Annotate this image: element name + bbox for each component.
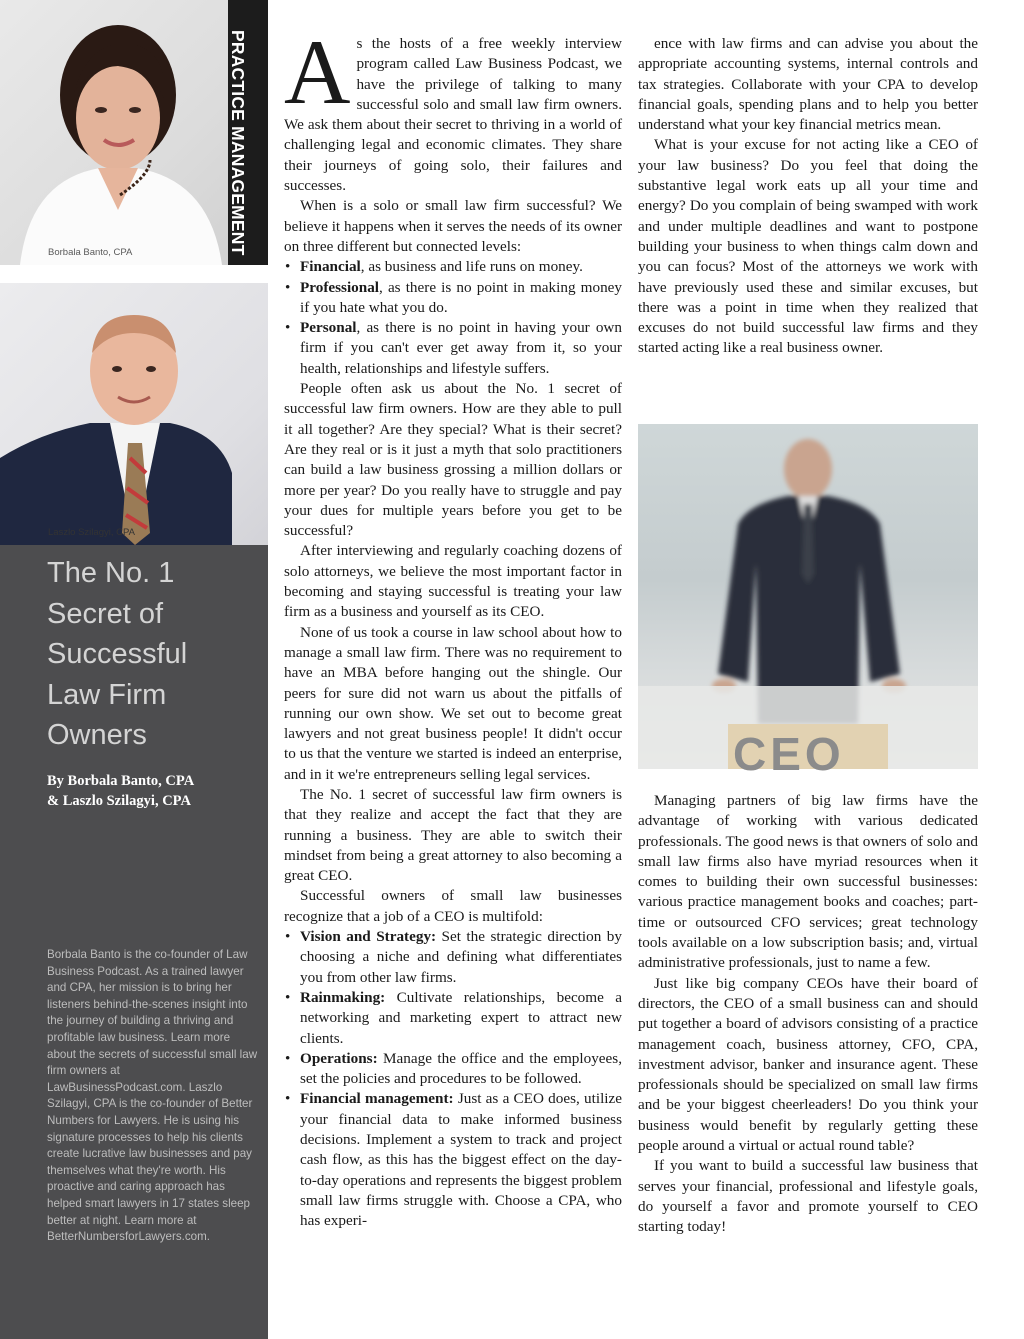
ceo-nameplate-text: CEO (733, 728, 845, 780)
list-item (284, 988, 622, 1049)
body-paragraph: What is your excuse for not acting like a CEO of your law business? Do you feel that doing the substantive legal work eats up all your time and energy? Do you complain of being swamped with work and under multiple deadlines and want to postpone building your business to when things calm down and you can focus? Most of the attorneys we work with have previously used these and similar excuses, but there was a point in time when they realized that excuses do not build successful law firms and they started acting like a real business owner. (638, 136, 978, 357)
man-portrait-image (0, 283, 268, 545)
list-term: Rainmaking: (300, 988, 386, 1006)
drop-cap: A (284, 21, 351, 123)
list-text: Manage the office and the employees, set the policies and procedures to be followed. (300, 1049, 622, 1088)
body-paragraph: Just like big company CEOs have their board of directors, the CEO of a small business can and should put together a board of advisors consisting of a practice management coach, business attorney, CFO, CPA, investment advisor, banker and insurance agent. These professionals should be specialized on small law firms and be your biggest cheerleaders! Do you think your business would benefit by regularly getting these people around a virtual or actual round table? (638, 974, 978, 1155)
title-line: Owners (47, 719, 147, 751)
list-term: Professional (300, 278, 380, 296)
roles-list (284, 927, 622, 1231)
list-item (284, 278, 622, 319)
author-photo-caption: Laszlo Szilagyi, CPA (48, 527, 135, 538)
list-item (284, 927, 622, 988)
title-line: The No. 1 (47, 557, 175, 589)
list-text: , as there is no point in making money if you hate what you do. (300, 278, 622, 316)
title-line: Secret of (47, 597, 164, 630)
title-line: Successful (47, 638, 188, 670)
sidebar-panel (0, 0, 268, 1339)
byline (47, 771, 257, 811)
levels-list (284, 257, 622, 379)
author-photo-laszlo (0, 283, 268, 545)
article-title (47, 553, 257, 756)
body-paragraph: People often ask us about the No. 1 secret of successful law firm owners. How are they able to pull it all together? Are they special? What is their secret? Are they real or is it just a myth that solo practitioners can build a law business grossing a million dollars or more per year? Do you really have to struggle and pay your dues for multiple years before you get to be successful? (284, 380, 622, 540)
list-term: Operations: (300, 1049, 378, 1067)
intro-text: s the hosts of a free weekly interview program called Law Business Podcast, we have the privilege of talking to many successful solo and small law firm owners. We ask them about their secret to thriving in a world of challenging legal and economic climates. They share their journeys of going solo, their failures and successes. (284, 35, 622, 195)
businessman-at-desk-image (638, 424, 978, 769)
intro-paragraph (284, 21, 622, 196)
list-item (284, 257, 622, 277)
article-column-2 (638, 34, 978, 359)
byline-line: & Laszlo Szilagyi, CPA (47, 793, 191, 809)
list-text: Set the strategic direction by choosing a niche and defining what differentiates you from other law firms. (300, 928, 622, 986)
body-paragraph: After interviewing and regularly coaching dozens of solo attorneys, we believe the most important factor in becoming and staying successful is treating your law firm as a business and yourself as its CEO. (284, 542, 622, 621)
body-paragraph: Managing partners of big law firms have the advantage of working with various dedicated professionals. The good news is that owners of solo and small law firms also have myriad resources when it comes to building their own successful businesses: various practice management books and coaches; part-time or outsourced CFO services; great technology tools available on a low subscription basis; and, virtual administrative professionals, just to name a few. (638, 792, 978, 972)
list-item (284, 1049, 622, 1090)
photo-divider (0, 265, 268, 283)
body-paragraph: When is a solo or small law firm successful? We believe it happens when it serves the needs of its owner on three different but connected levels: (284, 197, 622, 255)
list-text: , as there is no point in having your own firm if you can't ever get away from it, so your health, relationships and lifestyle suffers. (300, 319, 622, 377)
body-paragraph: ence with law firms and can advise you about the appropriate accounting systems, internal controls and tax strategies. Collaborate with your CPA to develop financial goals, spending plans and to help you better understand what your key financial metrics mean. (638, 35, 978, 134)
body-paragraph: None of us took a course in law school about how to manage a small law firm. There was no requirement to have an MBA before hanging out the shingle. Our peers for sure did not warn us about the pitfalls of running our own show. We set out to become great lawyers and not great business people! It didn't occur to us that the venture we started is indeed an enterprise, and in it we're entrepreneurs selling legal services. (284, 623, 622, 783)
section-label: PRACTICE MANAGEMENT (228, 30, 248, 256)
article-column-3 (638, 791, 978, 1238)
list-term: Personal (300, 319, 357, 337)
list-item (284, 1089, 622, 1231)
list-text: Cultivate relationships, become a networking and marketing expert to attract new clients. (300, 988, 622, 1047)
list-term: Financial management: (300, 1090, 454, 1108)
article-column-1 (284, 21, 622, 1232)
list-item (284, 318, 622, 379)
body-paragraph: The No. 1 secret of successful law firm owners is that they realize and accept the fact that they are running a business. They are able to switch their mindset from being a great attorney to also becoming a great CEO. (284, 785, 622, 885)
ceo-photo (638, 424, 978, 769)
body-paragraph: If you want to build a successful law business that serves your financial, professional and lifestyle goals, do yourself a favor and promote yourself to CEO starting today! (638, 1157, 978, 1236)
author-photo-caption: Borbala Banto, CPA (48, 247, 133, 258)
body-paragraph: Successful owners of small law businesses recognize that a job of a CEO is multifold: (284, 887, 622, 925)
author-bio: Borbala Banto is the co-founder of Law Business Podcast. As a trained lawyer and CPA, her mission is to bring her listeners behind-the-scenes insight into the journey of building a thriving and profitable law business. Learn more about the secrets of successful small law firm owners at LawBusinessPodcast.com. Laszlo Szilagyi, CPA is the co-founder of Better Numbers for Lawyers. He is using his signature processes to help his clients create lucrative law businesses and pay themselves what they're worth. His proactive and caring approach has helped smart lawyers in 17 states sleep better at night. Learn more at BetterNumbersforLawyers.com. (47, 948, 258, 1244)
list-term: Vision and Strategy: (300, 928, 437, 946)
list-term: Financial (300, 258, 361, 276)
byline-line: By Borbala Banto, CPA (47, 773, 195, 789)
list-text: , as business and life runs on money. (360, 258, 583, 276)
title-line: Law Firm (47, 678, 167, 711)
list-text: Just as a CEO does, utilize your financial data to make informed business decisions. Implement a system to track and project cash flow, as this has the biggest effect on the day-to-day operations and represents the biggest problem small law firms struggle with. Choose a CPA, who has experi- (300, 1090, 622, 1230)
